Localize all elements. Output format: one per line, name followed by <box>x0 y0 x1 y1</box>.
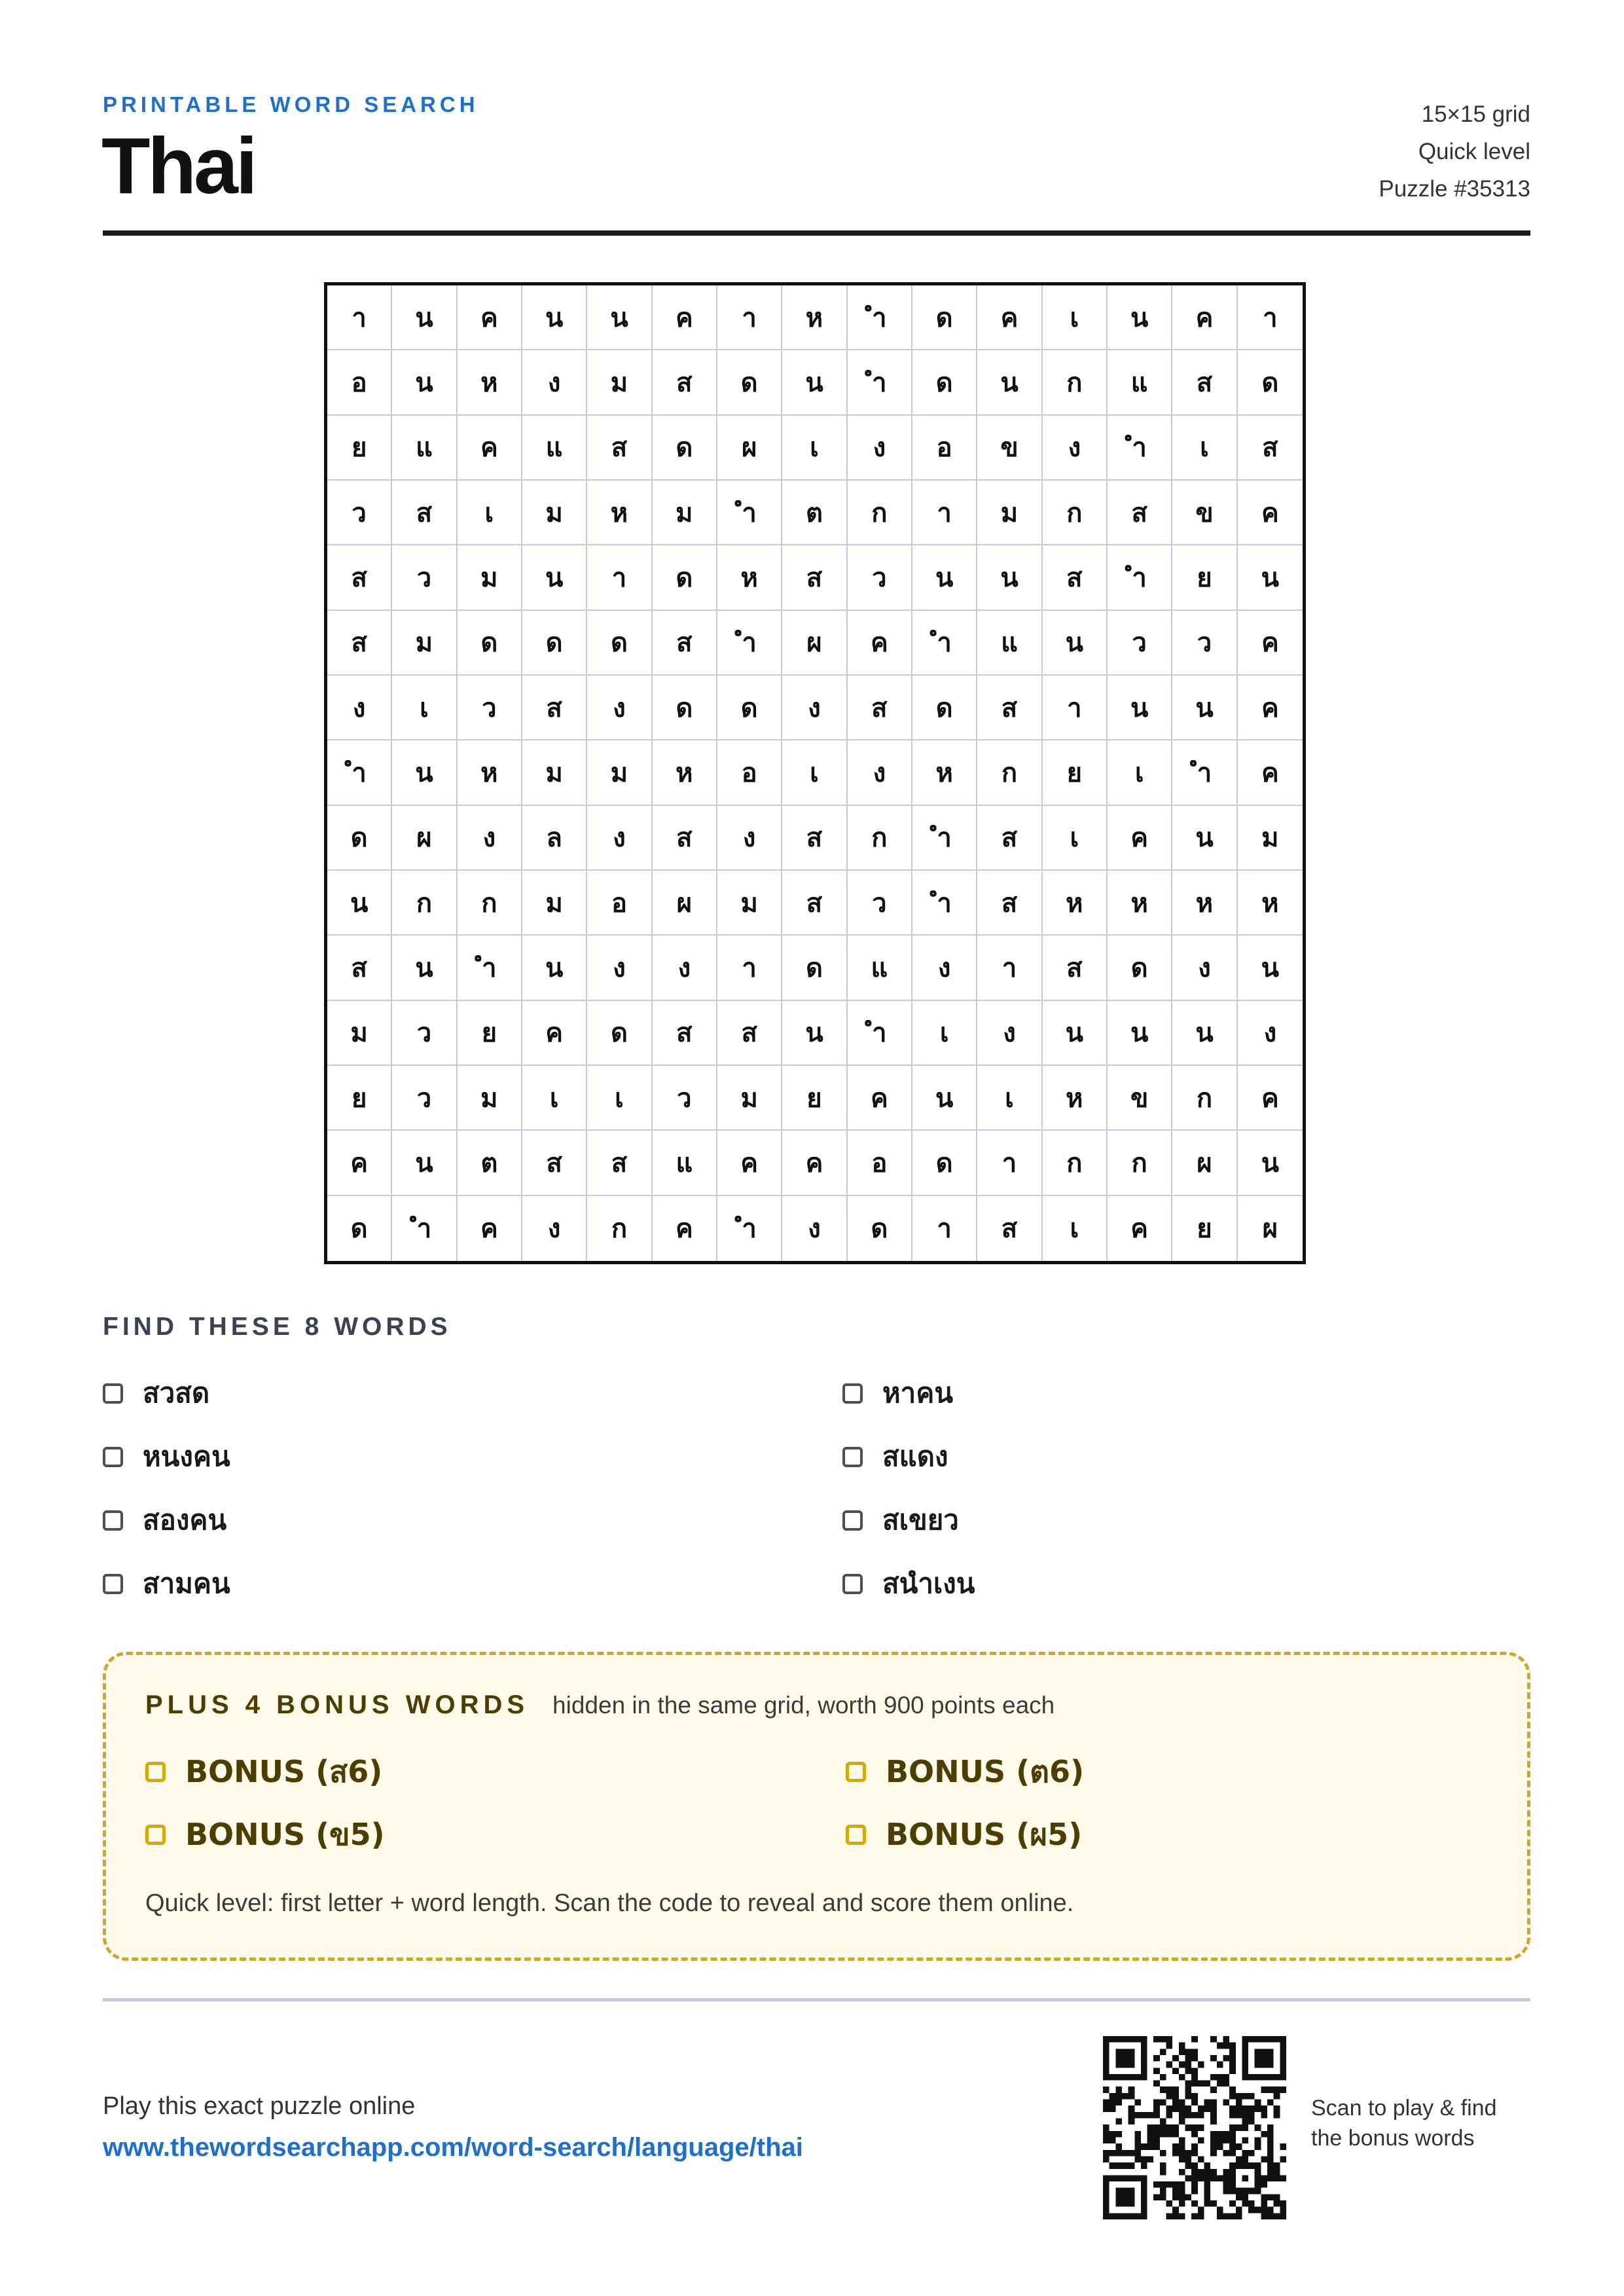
grid-cell[interactable]: า <box>977 1131 1042 1195</box>
grid-cell[interactable]: อ <box>912 416 977 481</box>
grid-cell[interactable]: เ <box>912 1001 977 1066</box>
play-online-text: Play this exact puzzle online <box>103 2092 416 2120</box>
scan-caption-line: Scan to play & find <box>1311 2096 1497 2121</box>
grid-cell[interactable]: น <box>1172 806 1237 871</box>
grid-cell[interactable]: ำ <box>458 936 522 1000</box>
grid-cell[interactable]: ว <box>327 481 392 545</box>
grid-cell[interactable]: ำ <box>1108 416 1172 481</box>
grid-cell[interactable]: ด <box>327 806 392 871</box>
grid-cell[interactable]: น <box>392 1131 457 1195</box>
grid-cell[interactable]: น <box>1043 1001 1108 1066</box>
grid-cell[interactable]: ส <box>848 676 912 740</box>
grid-cell[interactable]: ต <box>458 1131 522 1195</box>
word-item[interactable] <box>103 1436 842 1477</box>
grid-cell[interactable]: ส <box>782 871 847 936</box>
grid-cell[interactable]: ค <box>782 1131 847 1195</box>
grid-cell[interactable]: น <box>977 350 1042 415</box>
grid-cell[interactable]: ก <box>1172 1066 1237 1131</box>
word-item[interactable] <box>842 1563 1530 1604</box>
grid-cell[interactable]: ำ <box>912 871 977 936</box>
grid-cell[interactable]: ด <box>653 676 717 740</box>
bonus-item[interactable] <box>145 1813 846 1856</box>
grid-cell[interactable]: ข <box>1108 1066 1172 1131</box>
grid-cell[interactable]: า <box>587 545 652 610</box>
grid-cell[interactable]: ค <box>1238 481 1303 545</box>
grid-cell[interactable]: ห <box>458 350 522 415</box>
grid-cell[interactable]: แ <box>848 936 912 1000</box>
grid-cell[interactable]: ค <box>458 416 522 481</box>
grid-cell[interactable]: ม <box>653 481 717 545</box>
grid-cell[interactable]: ห <box>653 740 717 805</box>
grid-cell[interactable]: น <box>392 740 457 805</box>
grid-cell[interactable]: ส <box>782 806 847 871</box>
puzzle-url-link[interactable]: www.thewordsearchapp.com/word-search/language/thai <box>103 2133 803 2162</box>
grid-cell[interactable]: ำ <box>848 285 912 350</box>
grid-cell[interactable]: ด <box>717 676 782 740</box>
grid-cell[interactable]: ก <box>848 481 912 545</box>
page-kicker: PRINTABLE WORD SEARCH <box>103 92 479 117</box>
puzzle-number-label: Puzzle #35313 <box>1379 176 1530 202</box>
bonus-label: BONUS (ต6) <box>886 1754 1085 1789</box>
word-list <box>103 1373 1530 1604</box>
grid-cell[interactable]: อ <box>587 871 652 936</box>
word-item[interactable] <box>103 1500 842 1540</box>
grid-cell[interactable]: เ <box>1108 740 1172 805</box>
bonus-note: Quick level: first letter + word length. Scan the code to reveal and score them online. <box>145 1889 1074 1917</box>
bonus-header <box>145 1690 1055 1720</box>
grid-cell[interactable]: า <box>977 936 1042 1000</box>
grid-cell[interactable]: ด <box>587 611 652 676</box>
grid-cell[interactable]: ห <box>1043 1066 1108 1131</box>
word-label: หาคน <box>882 1377 954 1409</box>
grid-cell[interactable]: ห <box>458 740 522 805</box>
grid-cell[interactable]: ง <box>782 1196 847 1261</box>
grid-cell[interactable]: า <box>717 936 782 1000</box>
grid-cell[interactable]: น <box>1238 545 1303 610</box>
grid-cell[interactable]: ง <box>848 740 912 805</box>
checkbox-icon[interactable] <box>103 1447 123 1467</box>
grid-cell[interactable]: ก <box>1043 1131 1108 1195</box>
grid-cell[interactable]: ง <box>717 806 782 871</box>
grid-cell[interactable]: า <box>717 285 782 350</box>
word-label: สแดง <box>882 1440 948 1472</box>
grid-cell[interactable]: ด <box>782 936 847 1000</box>
grid-cell[interactable]: เ <box>1043 806 1108 871</box>
grid-cell[interactable]: ผ <box>1172 1131 1237 1195</box>
grid-cell[interactable]: เ <box>977 1066 1042 1131</box>
grid-cell[interactable]: า <box>1043 676 1108 740</box>
grid-cell[interactable]: ว <box>458 676 522 740</box>
grid-cell[interactable]: ส <box>977 1196 1042 1261</box>
bonus-list <box>145 1751 1435 1856</box>
grid-cell[interactable]: น <box>1108 676 1172 740</box>
grid-cell[interactable]: ส <box>977 676 1042 740</box>
grid-cell[interactable]: ค <box>717 1131 782 1195</box>
grid-cell[interactable]: ว <box>653 1066 717 1131</box>
grid-cell[interactable]: ส <box>522 1131 587 1195</box>
puzzle-meta <box>1379 96 1530 208</box>
grid-cell[interactable]: ส <box>327 936 392 1000</box>
grid-cell[interactable]: เ <box>1043 1196 1108 1261</box>
grid-cell[interactable]: ค <box>1238 1066 1303 1131</box>
grid-cell[interactable]: ำ <box>327 740 392 805</box>
grid-cell[interactable]: ำ <box>848 350 912 415</box>
grid-cell[interactable]: ด <box>912 1131 977 1195</box>
grid-cell[interactable]: ว <box>392 1001 457 1066</box>
word-item[interactable] <box>103 1373 842 1413</box>
grid-cell[interactable]: ย <box>327 416 392 481</box>
grid-cell[interactable]: ค <box>1238 740 1303 805</box>
grid-cell[interactable]: ด <box>717 350 782 415</box>
footer-divider <box>103 1998 1530 2001</box>
grid-cell[interactable]: ง <box>912 936 977 1000</box>
grid-cell[interactable]: ำ <box>717 1196 782 1261</box>
grid-cell[interactable]: ข <box>977 416 1042 481</box>
grid-cell[interactable]: น <box>392 285 457 350</box>
grid-cell[interactable]: ด <box>653 416 717 481</box>
grid-cell[interactable]: ำ <box>1108 545 1172 610</box>
grid-cell[interactable]: แ <box>653 1131 717 1195</box>
grid-cell[interactable]: ก <box>587 1196 652 1261</box>
grid-cell[interactable]: ห <box>1238 871 1303 936</box>
grid-cell[interactable]: ง <box>522 1196 587 1261</box>
grid-cell[interactable]: ค <box>1108 1196 1172 1261</box>
grid-cell[interactable]: ด <box>912 285 977 350</box>
grid-cell[interactable]: ด <box>458 611 522 676</box>
grid-cell[interactable]: ว <box>848 545 912 610</box>
grid-cell[interactable]: ก <box>977 740 1042 805</box>
grid-cell[interactable]: ส <box>1043 545 1108 610</box>
word-label: สวสด <box>143 1377 210 1409</box>
grid-cell[interactable]: เ <box>587 1066 652 1131</box>
grid-cell[interactable]: น <box>1172 1001 1237 1066</box>
grid-cell[interactable]: ค <box>1238 676 1303 740</box>
grid-cell[interactable]: น <box>912 545 977 610</box>
grid-cell[interactable]: ำ <box>912 806 977 871</box>
grid-cell[interactable]: ส <box>977 871 1042 936</box>
grid-cell[interactable]: ส <box>327 545 392 610</box>
checkbox-icon[interactable] <box>145 1825 166 1845</box>
find-words-heading: FIND THESE 8 WORDS <box>103 1313 452 1341</box>
grid-cell[interactable]: ม <box>977 481 1042 545</box>
grid-cell[interactable]: ย <box>1043 740 1108 805</box>
grid-cell[interactable]: น <box>1238 1131 1303 1195</box>
grid-cell[interactable]: ม <box>522 740 587 805</box>
checkbox-icon[interactable] <box>842 1383 863 1404</box>
grid-cell[interactable]: ส <box>327 611 392 676</box>
grid-cell[interactable]: ม <box>717 871 782 936</box>
word-item[interactable] <box>842 1500 1530 1540</box>
grid-cell[interactable]: ห <box>782 285 847 350</box>
checkbox-icon[interactable] <box>842 1574 863 1594</box>
grid-cell[interactable]: น <box>522 285 587 350</box>
grid-cell[interactable]: ค <box>848 1066 912 1131</box>
grid-cell[interactable]: แ <box>522 416 587 481</box>
grid-cell[interactable]: ส <box>717 1001 782 1066</box>
grid-cell[interactable]: น <box>977 545 1042 610</box>
grid-cell[interactable]: ำ <box>392 1196 457 1261</box>
grid-cell[interactable]: ย <box>1172 1196 1237 1261</box>
bonus-title: PLUS 4 BONUS WORDS <box>145 1690 530 1719</box>
grid-cell[interactable]: า <box>1238 285 1303 350</box>
checkbox-icon[interactable] <box>846 1762 866 1782</box>
grid-cell[interactable]: ส <box>653 806 717 871</box>
word-label: สองคน <box>143 1504 227 1536</box>
grid-cell[interactable]: ด <box>848 1196 912 1261</box>
grid-cell[interactable]: ค <box>977 285 1042 350</box>
grid-cell[interactable]: ส <box>653 350 717 415</box>
grid-cell[interactable]: ำ <box>717 481 782 545</box>
grid-cell[interactable]: ง <box>458 806 522 871</box>
grid-cell[interactable]: ว <box>392 1066 457 1131</box>
grid-cell[interactable]: ม <box>458 1066 522 1131</box>
checkbox-icon[interactable] <box>846 1825 866 1845</box>
bonus-box <box>103 1652 1530 1961</box>
bonus-subtitle: hidden in the same grid, worth 900 points each <box>552 1692 1055 1719</box>
grid-cell[interactable]: ส <box>587 1131 652 1195</box>
grid-cell[interactable]: ำ <box>1172 740 1237 805</box>
grid-cell[interactable]: ก <box>458 871 522 936</box>
grid-cell[interactable]: ส <box>587 416 652 481</box>
checkbox-icon[interactable] <box>103 1510 123 1531</box>
grid-cell[interactable]: แ <box>392 416 457 481</box>
grid-cell[interactable]: ม <box>1238 806 1303 871</box>
grid-size-label: 15×15 grid <box>1421 101 1530 127</box>
grid-cell[interactable]: ย <box>458 1001 522 1066</box>
page-title: Thai <box>101 121 255 210</box>
grid-cell[interactable]: า <box>327 285 392 350</box>
grid-cell[interactable]: เ <box>392 676 457 740</box>
checkbox-icon[interactable] <box>103 1383 123 1404</box>
grid-cell[interactable]: น <box>587 285 652 350</box>
grid-cell[interactable]: ย <box>1172 545 1237 610</box>
grid-cell[interactable]: ง <box>587 806 652 871</box>
grid-cell[interactable]: ส <box>392 481 457 545</box>
grid-cell[interactable]: ส <box>522 676 587 740</box>
grid-cell[interactable]: ส <box>653 1001 717 1066</box>
grid-cell[interactable]: ล <box>522 806 587 871</box>
grid-cell[interactable]: น <box>327 871 392 936</box>
grid-cell[interactable]: น <box>912 1066 977 1131</box>
bonus-label: BONUS (ส6) <box>185 1754 383 1789</box>
grid-cell[interactable]: ก <box>1043 481 1108 545</box>
grid-cell[interactable]: ด <box>587 1001 652 1066</box>
grid-cell[interactable]: ด <box>912 676 977 740</box>
grid-cell[interactable]: ข <box>1172 481 1237 545</box>
grid-cell[interactable]: ว <box>392 545 457 610</box>
grid-cell[interactable]: ง <box>653 936 717 1000</box>
grid-cell[interactable]: ค <box>522 1001 587 1066</box>
grid-cell[interactable]: า <box>912 1196 977 1261</box>
checkbox-icon[interactable] <box>842 1510 863 1531</box>
bonus-item[interactable] <box>846 1813 1435 1856</box>
word-label: สเขยว <box>882 1504 959 1536</box>
grid-cell[interactable]: ง <box>1043 416 1108 481</box>
grid-cell[interactable]: ง <box>1238 1001 1303 1066</box>
grid-cell[interactable]: ส <box>1108 481 1172 545</box>
grid-cell[interactable]: เ <box>782 740 847 805</box>
grid-cell[interactable]: ด <box>327 1196 392 1261</box>
grid-cell[interactable]: ง <box>977 1001 1042 1066</box>
grid-cell[interactable]: ผ <box>653 871 717 936</box>
grid-cell[interactable]: ก <box>1043 350 1108 415</box>
grid-cell[interactable]: น <box>1108 285 1172 350</box>
grid-cell[interactable]: น <box>1108 1001 1172 1066</box>
word-item[interactable] <box>842 1373 1530 1413</box>
level-label: Quick level <box>1418 139 1530 164</box>
bonus-label: BONUS (ข5) <box>185 1817 385 1852</box>
grid-cell[interactable]: ด <box>522 611 587 676</box>
word-label: สนำเงน <box>882 1567 975 1599</box>
word-label: หนงคน <box>143 1440 230 1472</box>
grid-cell[interactable]: ส <box>1172 350 1237 415</box>
grid-cell[interactable]: ง <box>848 416 912 481</box>
grid-cell[interactable]: ก <box>392 871 457 936</box>
scan-caption-line: the bonus words <box>1311 2126 1475 2151</box>
grid-cell[interactable]: ด <box>653 545 717 610</box>
scan-caption <box>1311 2093 1527 2153</box>
grid-cell[interactable]: น <box>782 350 847 415</box>
grid-cell[interactable]: อ <box>717 740 782 805</box>
bonus-label: BONUS (ผ5) <box>886 1817 1083 1852</box>
grid-cell[interactable]: ผ <box>717 416 782 481</box>
grid-cell[interactable]: แ <box>977 611 1042 676</box>
grid-cell[interactable]: น <box>1172 676 1237 740</box>
grid-cell[interactable]: ก <box>848 806 912 871</box>
grid-cell[interactable]: น <box>782 1001 847 1066</box>
grid-cell[interactable]: ว <box>1108 611 1172 676</box>
grid-cell[interactable]: ด <box>1108 936 1172 1000</box>
grid-cell[interactable]: น <box>1238 936 1303 1000</box>
grid-cell[interactable]: ม <box>392 611 457 676</box>
grid-cell[interactable]: เ <box>458 481 522 545</box>
grid-cell[interactable]: ง <box>327 676 392 740</box>
grid-cell[interactable]: ำ <box>912 611 977 676</box>
grid-cell[interactable]: ง <box>587 936 652 1000</box>
bonus-item[interactable] <box>846 1751 1435 1793</box>
grid-cell[interactable]: ต <box>782 481 847 545</box>
grid-cell[interactable]: ง <box>1172 936 1237 1000</box>
grid-cell[interactable]: ม <box>458 545 522 610</box>
grid-cell[interactable]: เ <box>522 1066 587 1131</box>
grid-cell[interactable]: น <box>392 936 457 1000</box>
grid-cell[interactable]: ง <box>522 350 587 415</box>
grid-cell[interactable]: อ <box>327 350 392 415</box>
grid-cell[interactable]: ย <box>327 1066 392 1131</box>
grid-cell[interactable]: ค <box>1108 806 1172 871</box>
header-divider <box>103 230 1530 236</box>
qr-code-icon[interactable] <box>1103 2036 1286 2219</box>
grid-cell[interactable]: ห <box>1043 871 1108 936</box>
grid-cell[interactable]: น <box>522 936 587 1000</box>
grid-cell[interactable]: ส <box>653 611 717 676</box>
grid-cell[interactable]: ค <box>653 1196 717 1261</box>
grid-cell[interactable]: ผ <box>782 611 847 676</box>
grid-cell[interactable]: ย <box>782 1066 847 1131</box>
grid-cell[interactable]: น <box>522 545 587 610</box>
grid-cell[interactable]: ม <box>522 871 587 936</box>
grid-cell[interactable]: ห <box>1108 871 1172 936</box>
checkbox-icon[interactable] <box>145 1762 166 1782</box>
grid-cell[interactable]: ค <box>848 611 912 676</box>
word-item[interactable] <box>842 1436 1530 1477</box>
grid-cell[interactable]: ส <box>782 545 847 610</box>
grid-cell[interactable]: ส <box>977 806 1042 871</box>
grid-cell[interactable]: ำ <box>717 611 782 676</box>
word-search-grid <box>324 282 1306 1264</box>
grid-cell[interactable]: ค <box>1238 611 1303 676</box>
grid-cell[interactable]: า <box>912 481 977 545</box>
checkbox-icon[interactable] <box>842 1447 863 1467</box>
grid-cell[interactable]: ห <box>587 481 652 545</box>
grid-cell[interactable]: ม <box>587 350 652 415</box>
grid-cell[interactable]: ค <box>1172 285 1237 350</box>
checkbox-icon[interactable] <box>103 1574 123 1594</box>
grid-cell[interactable]: ง <box>587 676 652 740</box>
bonus-item[interactable] <box>145 1751 846 1793</box>
grid-cell[interactable]: ห <box>717 545 782 610</box>
grid-cell[interactable]: เ <box>1043 285 1108 350</box>
word-item[interactable] <box>103 1563 842 1604</box>
grid-cell[interactable]: ว <box>1172 611 1237 676</box>
grid-cell[interactable]: ด <box>912 350 977 415</box>
grid-cell[interactable]: ม <box>587 740 652 805</box>
grid-cell[interactable]: ห <box>912 740 977 805</box>
grid-cell[interactable]: ค <box>458 285 522 350</box>
grid-cell[interactable]: ค <box>653 285 717 350</box>
word-label: สามคน <box>143 1567 230 1599</box>
grid-cell[interactable]: ำ <box>848 1001 912 1066</box>
grid-cell[interactable]: น <box>1043 611 1108 676</box>
grid-cell[interactable]: เ <box>1172 416 1237 481</box>
grid-cell[interactable]: เ <box>782 416 847 481</box>
grid-cell[interactable]: ง <box>782 676 847 740</box>
grid-cell[interactable]: แ <box>1108 350 1172 415</box>
grid-cell[interactable]: ม <box>327 1001 392 1066</box>
grid-cell[interactable]: ม <box>522 481 587 545</box>
grid-cell[interactable]: ค <box>458 1196 522 1261</box>
grid-cell[interactable]: อ <box>848 1131 912 1195</box>
grid-cell[interactable]: ว <box>848 871 912 936</box>
grid-cell[interactable]: ผ <box>1262 1214 1278 1245</box>
grid-cell[interactable]: ส <box>1043 936 1108 1000</box>
grid-cell[interactable]: ด <box>1238 350 1303 415</box>
grid-cell[interactable]: น <box>392 350 457 415</box>
grid-cell[interactable]: ส <box>1238 416 1303 481</box>
grid-cell[interactable]: ก <box>1108 1131 1172 1195</box>
grid-cell[interactable]: ห <box>1172 871 1237 936</box>
grid-cell[interactable]: ค <box>327 1131 392 1195</box>
grid-cell[interactable]: ผ <box>392 806 457 871</box>
grid-cell[interactable]: ม <box>717 1066 782 1131</box>
